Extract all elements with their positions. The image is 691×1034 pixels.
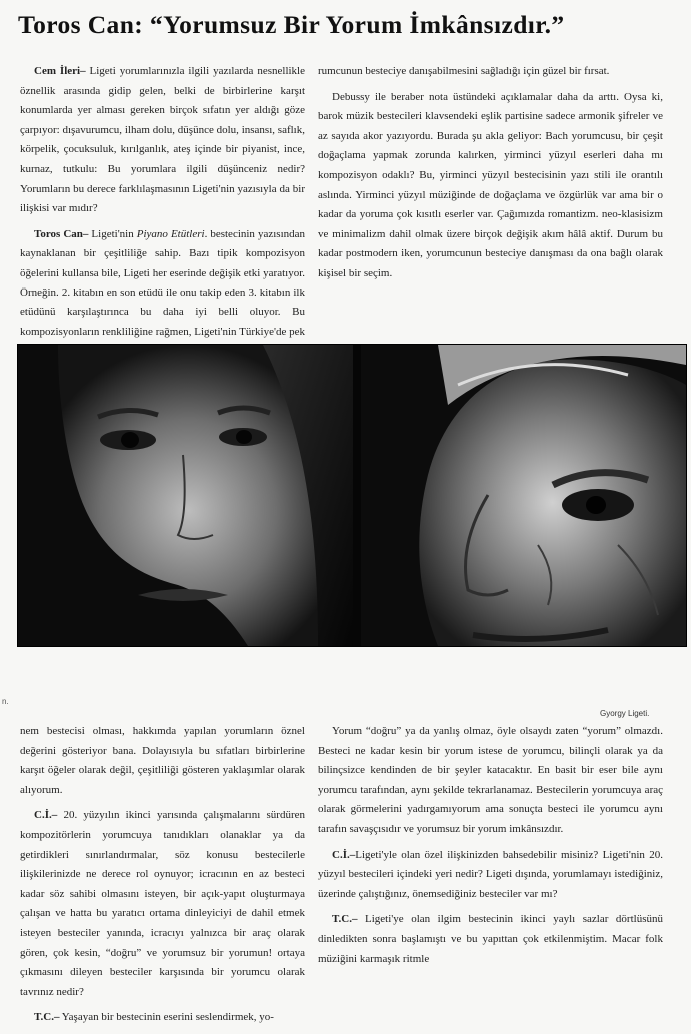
paragraph: rumcunun besteciye danışabilmesini sağladığı için güzel bir fırsat. bbox=[318, 65, 610, 77]
speaker-label: Cem İleri– bbox=[34, 65, 86, 77]
paragraph: Debussy ile beraber nota üstündeki açıklamalar daha da arttı. Oysa ki, barok müzik bestecileri klavsendeki eşlik partisine sadece armonik şifreler ve az sayıda akor yazıyordu. Burada şu akla geliyor: Bach yorumcusu, bir çeşit doğaçlama yapmak zorunda kalırken, yirminci yüzyıl eserleri daha mı kompozisyon odaklı? Bu, yirminci yüzyıl bestecisinin yazı stili ile orantılı aslında. Yirminci yüzyıl müziğinde de doğaçlama ve özgürlük var ama bir o kadar da yoruma çok kısıtlı eserler var. Çağımızda romantizm. neo-klasisizm ve minimalizm dahil olmak üzere birçok değişik akım hâlâ aktif. Durum bu kadar postmodern iken, yorumcunun besteciye danışması da ona bağlı olarak kişisel bir seçim. bbox=[318, 90, 663, 279]
paragraph-text: . bestecinin yazısından kaynaklanan bir çeşitliliğe sahip. Bazı tipik kompozisyon öğelerini kullansa bile, Ligeti her eserinde değişik etki yaratıyor. Örneğin. 2. kitabın en son etüdü ile onu takip eden 3. kitabın ilk etüdünü karşılaştırınca bu daha iyi belli oluyor. Bu kompozisyonların renkliliğine rağmen, Ligeti'nin Türkiye'de pek bbox=[20, 227, 306, 338]
paragraph bbox=[318, 846, 663, 905]
paragraph-text: Ligeti'nin bbox=[88, 227, 137, 240]
text-column-2 bbox=[318, 62, 663, 290]
paragraph bbox=[20, 806, 305, 1002]
work-title: Piyano Etütleri bbox=[136, 227, 205, 240]
paragraph-text: 20. yüzyılın ikinci yarısında çalışmalarını sürdüren kompozitörlerin yorumcuya tanıdıkları olanaklar ya da getirdikleri sınırlandırmalar, söz konusu bestecilerle ilişkilerinizde ne derece rol oynuyor; icracının en az besteci kadar söz sahibi olmasını isteyen, bir açık-yapıt oluşturmaya çalışan ve hatta bu yaratıcı ortama dinleyiciyi de dahil etmek isteyen besteciler yanında, icracıyı yalnızca bir araç olarak gören, çok kesin, “doğru” ve yorumsuz bir yorumun! ortaya çıkmasını dileyen besteciler karşısında bir yorumcu olarak tavrınız nedir? bbox=[20, 809, 305, 998]
paragraph-text: Ligeti'ye olan ilgim bestecinin ikinci yaylı sazlar dörtlüsünü dinledikten sonra başlamıştı ve bu yapıttan çok etkilenmiştim. Macar folk müziğini karmaşık ritmle bbox=[318, 913, 663, 965]
speaker-label: T.C.– bbox=[34, 1011, 60, 1024]
text-column-3 bbox=[20, 722, 305, 1034]
text-column-1 bbox=[20, 62, 305, 368]
paragraph: Yorum “doğru” ya da yanlış olmaz, öyle olsaydı zaten “yorum” olmazdı. Besteci ne kadar kesin bir yorum istese de yorumcu, bilinçli olarak ya da bilinçsizce kendinden de bir şeyler katacaktır. En basit bir eser bile aynı yorumcu tarafından, aynı şekilde tekrarlanamaz. Bestecilerin yorumcuya araç olarak görmelerini yadırgamıyorum ama sonuçta besteci ile yorumcu aynı tarafın savaşçısıdır ve yorumsuz bir yorum imkânsızdır. bbox=[318, 725, 663, 835]
speaker-label: Toros Can– bbox=[34, 227, 89, 240]
paragraph bbox=[318, 910, 663, 969]
paragraph-text: Ligeti'yle olan özel ilişkinizden bahsedebilir misiniz? Ligeti'nin 20. yüzyıl bestecileri içindeki yeri nedir? Ligeti dışında, yorumlamayı istediğiniz, üzerinde çalıştığınız, önemsediğiniz besteciler var mı? bbox=[318, 848, 663, 900]
margin-mark: n. bbox=[2, 697, 9, 706]
paragraph bbox=[20, 1008, 305, 1028]
speaker-label: T.C.– bbox=[332, 913, 358, 926]
paragraph bbox=[20, 62, 305, 219]
portrait-photo bbox=[17, 344, 687, 647]
photo-caption: Gyorgy Ligeti. bbox=[600, 709, 650, 718]
paragraph: nem bestecisi olması, hakkımda yapılan yorumların öznel değerini gösteriyor bana. Dolayısıyla bu sıfatları birbirlerine karşıt öğeler olarak değil, çeşitliliği gösteren yaklaşımlar olarak alıyorum. bbox=[20, 725, 305, 796]
paragraph bbox=[20, 225, 305, 362]
speaker-label: C.İ.– bbox=[332, 848, 356, 861]
paragraph-text: Yaşayan bir bestecinin eserini seslendirmek, yo- bbox=[59, 1011, 274, 1024]
speaker-label: C.İ.– bbox=[34, 809, 58, 822]
man-face bbox=[419, 345, 686, 646]
page-title: Toros Can: “Yorumsuz Bir Yorum İmkânsızdır.” bbox=[18, 10, 565, 39]
paragraph-text: Ligeti yorumlarınızla ilgili yazılarda nesnellikle öznellik arasında gidip gelen, belki de birbirlerine karşıt konumlarda yer alması gereken birçok sıfatın yer aldığı gözе çarpıyor: dışavurumcu, ilham dolu, düşünce dolu, insansı, saflık, körpelik, çocuksuluk, kırılganlık, ateş içinde bir piyanist, ince, kurnaz, tutkulu: Bu yorumlara ilgili düşünceniz nedir? Yorumların bu derece farklılaşmasının Ligeti'nin yazısıyla da bir ilişkisi var mıdır? bbox=[20, 65, 305, 215]
text-column-4 bbox=[318, 722, 663, 975]
